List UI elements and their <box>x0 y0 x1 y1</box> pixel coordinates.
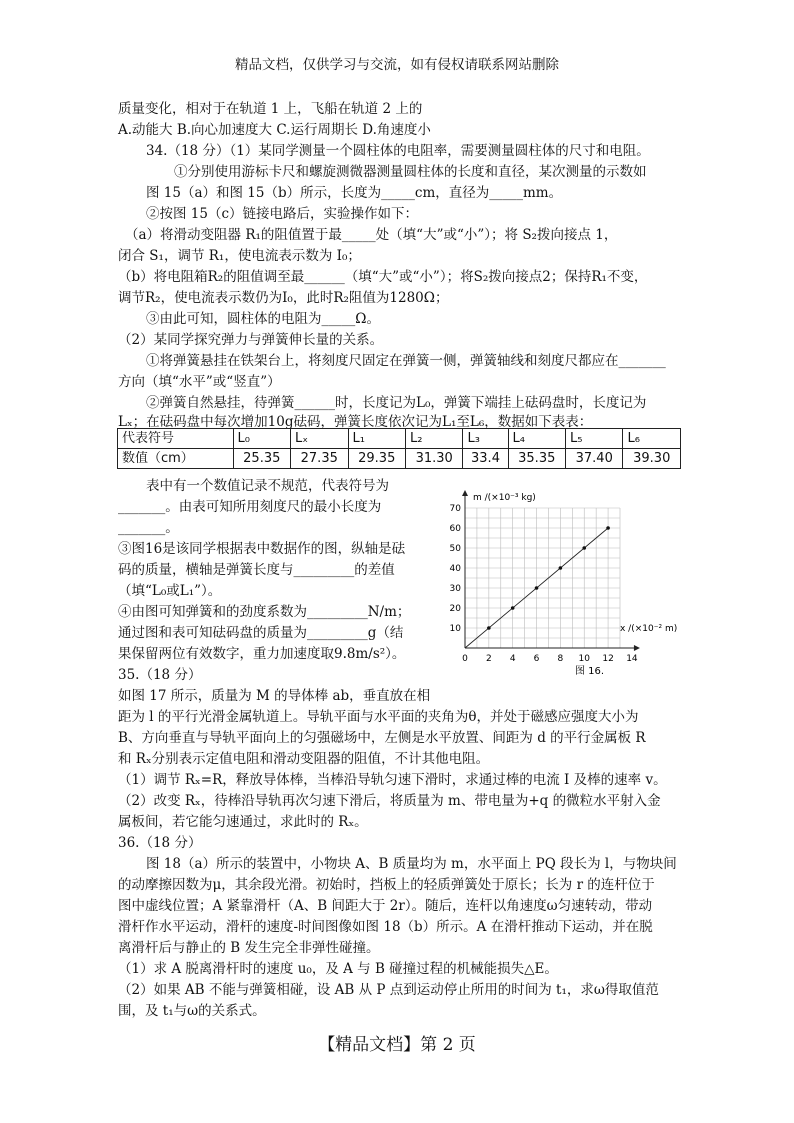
figure-16-chart <box>435 488 685 680</box>
text-line: 滑杆作水平运动，滑杆的速度-时间图像如图 18（b）所示。A 在滑杆推动下运动，并在脱 <box>118 919 653 935</box>
table-row <box>118 429 681 449</box>
x-axis-label: x /(×10⁻² m) <box>620 624 678 634</box>
table-cell: 39.30 <box>623 449 681 469</box>
chart-series <box>465 526 610 648</box>
text-line: 属板间，若它能匀速通过，求此时的 Rₓ。 <box>118 814 368 830</box>
y-tick-label: 20 <box>449 604 461 614</box>
table-cell: 37.40 <box>566 449 623 469</box>
table-row <box>118 449 681 469</box>
text-line: （2）某同学探究弹力与弹簧伸长量的关系。 <box>118 332 384 348</box>
table-cell: L₆ <box>623 429 681 449</box>
table-cell: L₅ <box>566 429 623 449</box>
text-line: Lₓ；在砝码盘中每次增加10g砝码，弹簧长度依次记为L₁至L₆，数据如下表表： <box>118 414 593 430</box>
data-point <box>535 586 539 590</box>
table-cell: L₄ <box>508 429 565 449</box>
text-line: ①分别使用游标卡尺和螺旋测微器测量圆柱体的长度和直径，某次测量的示数如 <box>174 164 647 180</box>
text-line: 图中虚线位置；A 紧靠滑杆（A、B 间距大于 2r）。随后，连杆以角速度ω匀速转动，带动 <box>118 898 653 914</box>
table-cell: 27.35 <box>291 449 348 469</box>
x-tick-label: 8 <box>557 654 564 664</box>
y-tick-label: 10 <box>449 624 461 634</box>
text-line: ③由此可知，圆柱体的电阻为_____Ω。 <box>146 311 380 327</box>
text-line: 离滑杆后与静止的 B 发生完全非弹性碰撞。 <box>118 940 380 956</box>
text-line: 如图 17 所示，质量为 M 的导体棒 ab，垂直放在相 <box>118 688 431 704</box>
spring-length-table <box>117 428 681 469</box>
text-line: 的动摩擦因数为μ，其余段光滑。初始时，挡板上的轻质弹簧处于原长；长为 r 的连杆位于 <box>118 877 655 893</box>
text-line: ②按图 15（c）链接电路后，实验操作如下： <box>146 206 419 222</box>
text-line: （2）如果 AB 不能与弹簧相碰，设 AB 从 P 点到运动停止所用的时间为 t₁，求ω得取值范 <box>118 982 659 998</box>
text-line: 方向（填“水平”或“竖直”） <box>118 374 281 390</box>
table-cell: L₂ <box>405 429 462 449</box>
table-cell: 35.35 <box>508 449 565 469</box>
table-cell: 数值（cm） <box>118 449 234 469</box>
table-cell: 33.4 <box>463 449 508 469</box>
table-cell: 31.30 <box>405 449 462 469</box>
table-cell: L₀ <box>233 429 290 449</box>
x-tick-label: 6 <box>533 654 540 664</box>
table-cell: 代表符号 <box>118 429 234 449</box>
y-axis-arrow <box>462 490 468 496</box>
text-line: （a）将滑动变阻器 R₁的阻值置于最_____处（填“大”或“小”）；将 S₂拨向接点 1， <box>125 227 618 243</box>
x-tick-label: 10 <box>578 654 590 664</box>
y-tick-label: 50 <box>449 544 461 554</box>
y-tick-label: 30 <box>449 584 461 594</box>
data-point <box>606 526 610 530</box>
text-line: B、方向垂直与导轨平面向上的匀强磁场中，左侧是水平放置、间距为 d 的平行金属板 R <box>118 730 646 746</box>
data-point <box>511 606 515 610</box>
page-footer: 【精品文档】第 2 页 <box>318 1035 476 1055</box>
text-line: 通过图和表可知砝码盘的质量为_________g（结 <box>118 625 404 641</box>
data-point <box>582 546 586 550</box>
text-line: ③图16是该同学根据表中数据作的图，纵轴是砝 <box>118 541 406 557</box>
question-36-title: 36.（18 分） <box>118 835 202 851</box>
question-35-title: 35.（18 分） <box>118 667 202 683</box>
text-line: ①将弹簧悬挂在铁架台上，将刻度尺固定在弹簧一侧，弹簧轴线和刻度尺都应在_______ <box>146 353 666 369</box>
x-axis-arrow <box>634 645 640 651</box>
table-cell: 29.35 <box>348 449 405 469</box>
text-line: _______。由表可知所用刻度尺的最小长度为 <box>118 499 382 515</box>
text-line: 表中有一个数值记录不规范，代表符号为 <box>146 478 389 494</box>
x-tick-label: 2 <box>485 654 492 664</box>
y-tick-label: 60 <box>449 524 461 534</box>
page-header: 精品文档，仅供学习与交流，如有侵权请联系网站删除 <box>235 57 559 73</box>
text-line: 质量变化，相对于在轨道 1 上，飞船在轨道 2 上的 <box>118 101 423 117</box>
data-point <box>487 626 491 630</box>
table-cell: L₃ <box>463 429 508 449</box>
text-line: ②弹簧自然悬挂，待弹簧______时，长度记为L₀，弹簧下端挂上砝码盘时，长度记为 <box>146 395 647 411</box>
y-tick-label: 40 <box>449 564 461 574</box>
chart-caption: 图 16. <box>575 666 605 677</box>
text-line: 图 18（a）所示的装置中，小物块 A、B 质量均为 m，水平面上 PQ 段长为 l，与物块间 <box>146 856 677 872</box>
text-line: 果保留两位有效数字，重力加速度取9.8m/s²）。 <box>118 646 406 662</box>
text-line: 距为 l 的平行光滑金属轨道上。导轨平面与水平面的夹角为θ，并处于磁感应强度大小为 <box>118 709 639 725</box>
table-cell: L₁ <box>348 429 405 449</box>
text-line: （2）改变 Rₓ，待棒沿导轨再次匀速下滑后，将质量为 m、带电量为+q 的微粒水平射入金 <box>118 793 661 809</box>
text-line: 闭合 S₁，调节 R₁，使电流表示数为 I₀； <box>118 248 361 264</box>
text-line: （b）将电阻箱R₂的阻值调至最______（填“大”或“小”）；将S₂拨向接点2；保持R₁不变， <box>118 269 648 285</box>
text-line: 和 Rₓ分别表示定值电阻和滑动变阻器的阻值，不计其他电阻。 <box>118 751 490 767</box>
table-cell: Lₓ <box>291 429 348 449</box>
x-tick-label: 12 <box>602 654 614 664</box>
text-line: （填“L₀或L₁”）。 <box>118 583 222 599</box>
x-tick-label: 14 <box>626 654 638 664</box>
x-tick-label: 0 <box>462 654 468 664</box>
x-tick-label: 4 <box>509 654 516 664</box>
data-point <box>559 566 563 570</box>
y-tick-label: 70 <box>449 504 461 514</box>
table-cell: 25.35 <box>233 449 290 469</box>
text-line: ④由图可知弹簧和的劲度系数为_________N/m； <box>118 604 411 620</box>
answer-options: A.动能大 B.向心加速度大 C.运行周期长 D.角速度小 <box>118 122 431 138</box>
text-line: （1）调节 Rₓ=R，释放导体棒，当棒沿导轨匀速下滑时，求通过棒的电流 I 及棒的速率 v。 <box>118 772 667 788</box>
text-line: _______。 <box>118 520 179 536</box>
text-line: 围，及 t₁与ω的关系式。 <box>118 1003 266 1019</box>
text-line: 调节R₂，使电流表示数仍为I₀，此时R₂阻值为1280Ω； <box>118 290 449 306</box>
text-line: 码的质量，横轴是弹簧长度与_________的差值 <box>118 562 395 578</box>
question-34-title: 34.（18 分）（1）某同学测量一个圆柱体的电阻率，需要测量圆柱体的尺寸和电阻。 <box>146 143 650 159</box>
text-line: 图 15（a）和图 15（b）所示，长度为_____cm，直径为_____mm。 <box>146 185 563 201</box>
text-line: （1）求 A 脱离滑杆时的速度 u₀，及 A 与 B 碰撞过程的机械能损失△E。 <box>118 961 558 977</box>
y-axis-label: m /(×10⁻³ kg) <box>473 493 536 503</box>
